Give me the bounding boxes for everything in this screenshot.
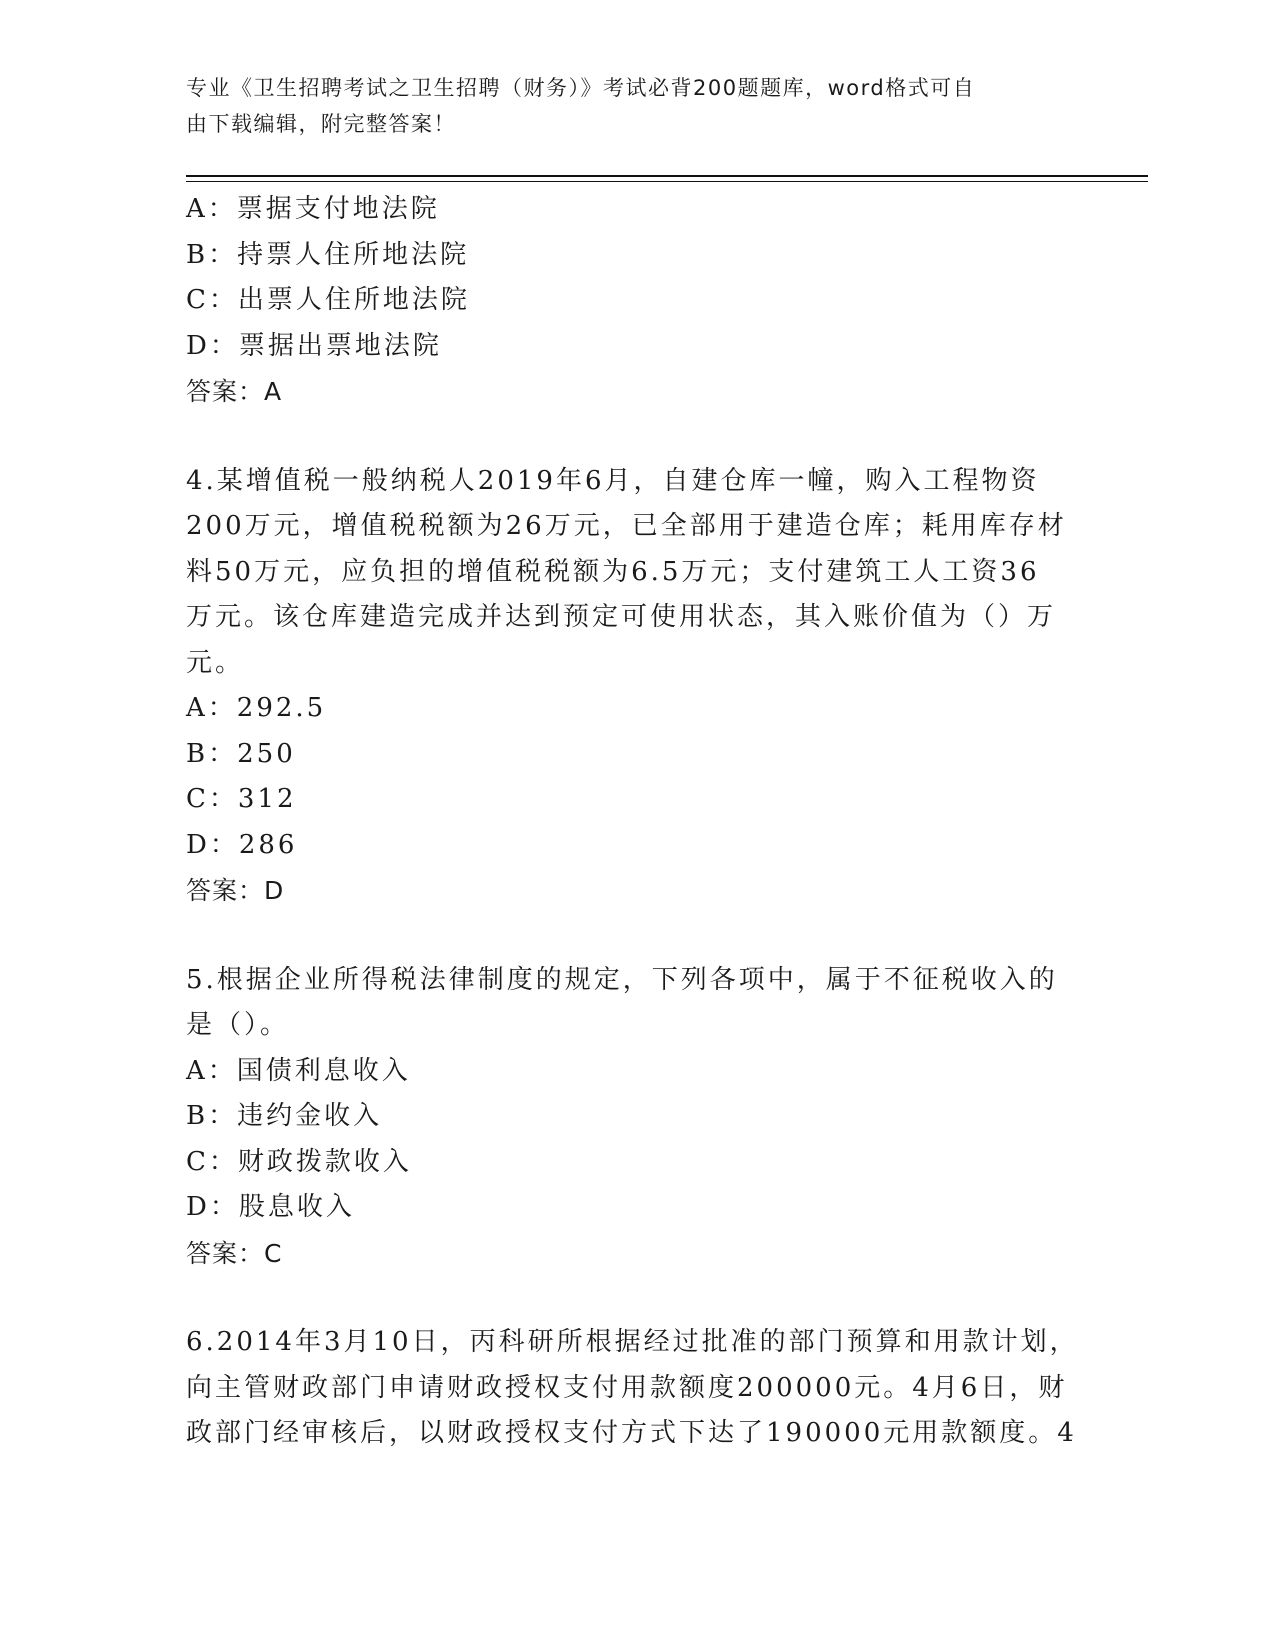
option-c: C：财政拨款收入	[186, 1146, 412, 1177]
option-a: A：票据支付地法院	[186, 194, 440, 224]
question-6	[186, 1320, 1079, 1457]
answer-line: 答案：D	[186, 876, 285, 905]
question-gap	[186, 1276, 1066, 1320]
option-b: B：250	[186, 738, 296, 769]
question-stem-line: 料50万元，应负担的增值税税额为6.5万元；支付建筑工人工资36	[186, 556, 1040, 587]
question-content	[186, 187, 1079, 1457]
answer-line: 答案：A	[186, 377, 283, 406]
option-b: B：违约金收入	[186, 1101, 383, 1131]
header-line-2: 由下载编辑，附完整答案！	[186, 112, 456, 136]
option-a: A：国债利息收入	[186, 1055, 411, 1086]
question-gap	[186, 415, 1066, 459]
option-c: C：出票人住所地法院	[186, 285, 470, 315]
option-c: C：312	[186, 784, 297, 814]
question-stem-line: 政部门经审核后，以财政授权支付方式下达了190000元用款额度。4	[186, 1418, 1077, 1448]
header-line-1: 专业《卫生招聘考试之卫生招聘（财务）》考试必背200题题库，word格式可自	[186, 76, 976, 100]
question-gap	[186, 914, 1066, 958]
question-stem-line: 200万元，增值税税额为26万元，已全部用于建造仓库；耗用库存材	[186, 511, 1067, 541]
question-stem-line: 4.某增值税一般纳税人2019年6月，自建仓库一幢，购入工程物资	[186, 465, 1040, 496]
option-d: D：票据出票地法院	[186, 330, 442, 361]
header-divider-thick	[186, 175, 1148, 177]
header-divider-thin	[186, 181, 1148, 182]
question-3	[186, 187, 1066, 415]
question-5	[186, 958, 1066, 1277]
question-stem-line: 6.2014年3月10日，丙科研所根据经过批准的部门预算和用款计划，	[186, 1327, 1079, 1357]
question-stem-line: 向主管财政部门申请财政授权支付用款额度200000元。4月6日，财	[186, 1372, 1068, 1403]
question-stem-line: 元。	[186, 647, 245, 678]
option-d: D：股息收入	[186, 1192, 355, 1222]
question-stem-line: 是（）。	[186, 1010, 290, 1040]
option-d: D：286	[186, 829, 298, 860]
question-4	[186, 459, 1066, 914]
document-header	[186, 70, 1066, 142]
option-b: B：持票人住所地法院	[186, 239, 470, 270]
answer-line: 答案：C	[186, 1238, 283, 1268]
question-stem-line: 万元。该仓库建造完成并达到预定可使用状态，其入账价值为（）万	[186, 602, 1057, 632]
question-stem-line: 5.根据企业所得税法律制度的规定，下列各项中，属于不征税收入的	[186, 964, 1058, 995]
option-a: A：292.5	[186, 693, 327, 723]
